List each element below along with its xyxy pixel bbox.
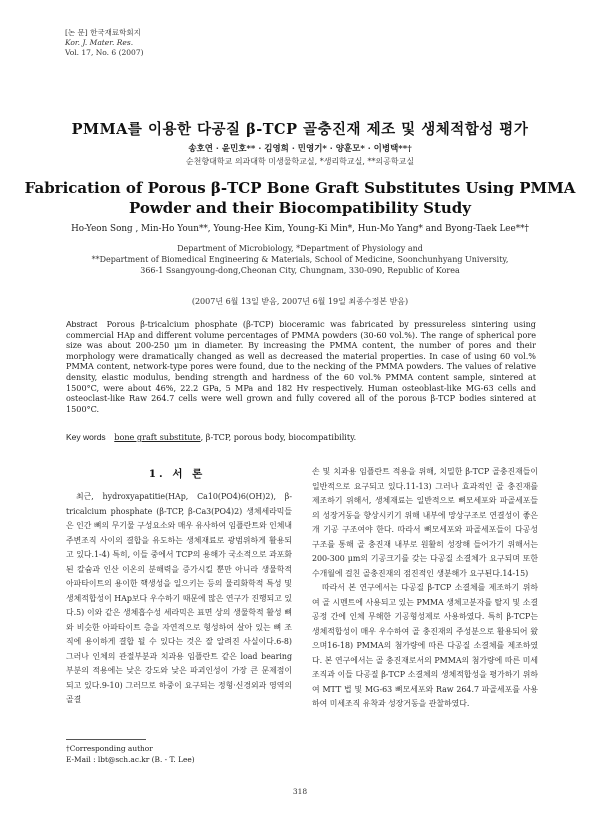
keywords-label: Key words [66, 432, 106, 442]
keywords [66, 432, 356, 442]
authors-korean: 송호연 · 윤민호** · 김영희 · 민영기* · 양훈모* · 이병택**† [188, 144, 412, 154]
title-english [0, 178, 600, 218]
journal-name: Kor. J. Mater. Res. [65, 38, 134, 47]
keyword-link[interactable]: bone graft substitute [114, 432, 201, 442]
affiliation-english-line1: Department of Microbiology, *Department of Physiology and [177, 244, 423, 253]
body-right-column [312, 465, 538, 712]
abstract-text: Porous β-tricalcium phosphate (β-TCP) bioceramic was fabricated by pressureless sintering using commercial HAp and different volume percentages of PMMA powders (30-60 vol.%). The range of spherical pore size was about 200-250 μm in diameter. By increasing the PMMA content, the number of pores and their morphology were dramatically changed as well as decreased the material properties. In case of using 60 vol.% PMMA content, network-type pores were found, due to the necking of the PMMA powders. The values of relative density, elastic modulus, bending strength and hardness of the 60 vol.% PMMA content sample, sintered at 1500°C, were about 46%, 22.2 GPa, 5 MPa and 182 Hv respectively. Human osteoblast-like MG-63 cells and osteoclast-like Raw 264.7 cells were well grown and fully covered all of the porous β-TCP bodies sintered at 1500°C. [66, 319, 536, 414]
title-english-line1: Fabrication of Porous β-TCP Bone Graft Substitutes Using PMMA [24, 179, 576, 197]
title-korean: PMMA를 이용한 다공질 β-TCP 골충진재 제조 및 생체적합성 평가 [71, 121, 529, 138]
journal-category: [논 문] 한국재료학회지 [65, 28, 141, 37]
received-date: (2007년 6월 13일 받음, 2007년 6월 19일 최종수정본 받음) [191, 297, 409, 306]
affiliation-english [0, 243, 600, 276]
title-english-line2: Powder and their Biocompatibility Study [128, 199, 472, 217]
abstract [66, 319, 536, 414]
body-left-column: 최근, hydroxyapatitie(HAp, Ca10(PO4)6(OH)2), β-tricalcium phosphate (β-TCP, β-Ca3(PO4)2) 생체세라믹들은 인간 뼈의 무기물 구성요소와 매우 유사하여 임플란트와 인체내 주변조직 사이의 결합을 유도하는 생체재료로 광범위하게 활용되고 있다.1-4) 특히, 이들 중에서 TCP의 용해가 국소적으로 과포화된 칼슘과 인산 이온의 분해력을 증가시킬 뿐만 아니라 생물학적 아파타이트의 용이한 핵생성을 일으키는 등의 물리화학적 특성 및 생체적합성이 HAp보다 우수하기 때문에 많은 연구가 진행되고 있다.5) 이와 같은 생체흡수성 세라믹은 표면 상의 생물학적 활성 뼈와 비슷한 아파타이트 층을 자연적으로 형성하여 살아 있는 뼈 조직에 용이하게 결합 될 수 있다는 것은 잘 알려진 사실이다.6-8) 그러나 인체의 관절부분과 치과용 임플란트 같은 load bearing 부분의 적용에는 낮은 강도와 낮은 파괴인성이 가장 큰 문제점이 되고 있다.9-10) 그러므로 하중이 요구되는 정형·신경외과 영역의 골결 [66, 492, 292, 704]
authors-english: Ho-Yeon Song , Min-Ho Youn**, Young-Hee Kim, Young-Ki Min*, Hun-Mo Yang* and Byong-Taek Lee**† [71, 224, 529, 234]
right-paragraph-2: 따라서 본 연구에서는 다공질 β-TCP 소결체를 제조하기 위하여 골 시멘트에 사용되고 있는 PMMA 생체고분자를 탈지 및 소결 공정 간에 인체 무해한 기공형성제로 사용하였다. 특히 β-TCP는 생체적합성이 매우 우수하여 골 충진재의 주성분으로 활용되어 왔으며16-18) PMMA의 첨가량에 따른 다공질 소결체를 제조하였다. 본 연구에서는 골 충진재로서의 PMMA의 첨가량에 따른 미세조직과 이들 다공질 β-TCP 소결체의 생체적합성을 평가하기 위하여 MTT 법 및 MG-63 뼈모세포와 Raw 264.7 파골세포를 사용하여 미세조직 유착과 성장거동을 관찰하였다. [312, 583, 538, 708]
page-number: 318 [292, 787, 308, 796]
footnote-divider [66, 739, 146, 740]
affiliation-korean: 순천향대학교 의과대학 미생물학교실, *생리학교실, **의공학교실 [185, 157, 415, 166]
author-email[interactable]: E-Mail : lbt@sch.ac.kr (B. - T. Lee) [66, 754, 195, 764]
abstract-label: Abstract [66, 319, 98, 329]
affiliation-english-line2: **Department of Biomedical Engineering & Materials, School of Medicine, Soonchunhyang University, [91, 255, 509, 264]
affiliation-english-line3: 366-1 Ssangyoung-dong,Cheonan City, Chungnam, 330-090, Republic of Korea [140, 266, 460, 275]
right-paragraph-1: 손 및 치과용 임플란트 적용을 위해, 치밀한 β-TCP 골충진재들이 일반적으로 요구되고 있다.11-13) 그러나 효과적인 골 충진재를 제조하기 위해서, 생체재료는 일반적으로 뼈모세포와 파골세포들의 성장거동을 향상시키기 위해 내부에 망상구조로 연결성이 좋은 개 기공 구조여야 한다. 따라서 뼈모세포와 파골세포들이 다공성 구조를 통해 골 충진재 내부로 원활히 성장해 들어가기 위해서는 200-300 μm의 기공크기를 갖는 다공질 소결체가 요구되며 또한 수개월에 걸친 골충진재의 점진적인 생분해가 요구된다.14-15) [312, 467, 538, 578]
corresponding-author: †Corresponding author [66, 744, 153, 753]
footnote [66, 744, 195, 765]
journal-header [65, 28, 144, 58]
journal-volume: Vol. 17, No. 6 (2007) [65, 48, 144, 57]
keywords-rest: , β-TCP, porous body, biocompatibility. [200, 432, 357, 442]
section-heading-introduction: 1. 서 론 [148, 468, 206, 480]
